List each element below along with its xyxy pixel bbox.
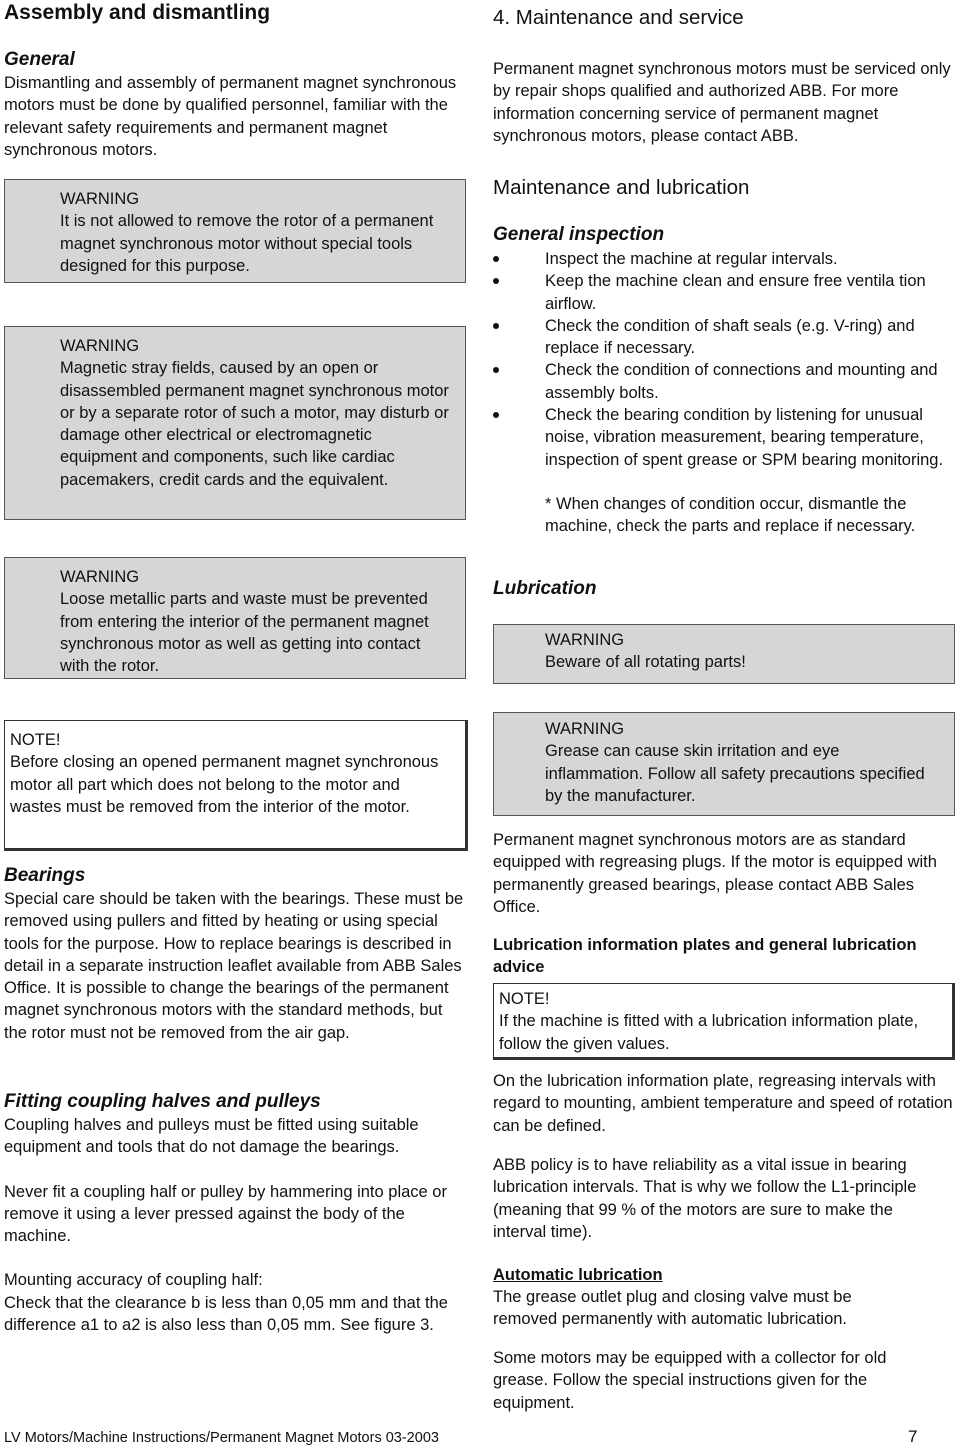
list-item: Inspect the machine at regular intervals. (493, 248, 953, 270)
regreasing-text: Permanent magnet synchronous motors are as standard equipped with regreasing plugs. If the motor is equipped with permanently greased bearings, please contact ABB Sales Office. (493, 831, 937, 916)
note-text: Before closing an opened permanent magnet synchronous motor all part which does not belong to the motor and wastes must be removed from the interior of the motor. (10, 753, 439, 816)
general-text: Dismantling and assembly of permanent magnet synchronous motors must be done by qualified personnel, familiar with the relevant safety requirements and permanent magnet synchronous motors. (4, 74, 457, 159)
coupling-text-3b: Check that the clearance b is less than 0,05 mm and that the difference a1 to a2 is also less than 0,05 mm. See figure 3. (4, 1293, 448, 1335)
note-label: NOTE! (10, 731, 61, 749)
maintenance-intro: Permanent magnet synchronous motors must be serviced only by repair shops qualified and authorized ABB. For more information concerning service of permanent magnet synchronous motors, please contact ABB. (493, 60, 951, 145)
warning-label: WARNING (60, 568, 140, 586)
bearings-text: Special care should be taken with the bearings. These must be removed using pullers and fitted by heating or using special tools for the purpose. How to replace bearings is described in detail in a separate instruction leaflet available from ABB Sales Office. It is possible to change the bearings of the permanent magnet synchronous motors with the standard methods, but the rotor must not be removed from the air gap. (4, 890, 464, 1042)
policy-text: ABB policy is to have reliability as a vital issue in bearing lubrication intervals. That is why we follow the L1-principle (meaning that 99 % of the motors are sure to make the interval time). (493, 1156, 917, 1241)
warning-box-grease (493, 712, 955, 816)
list-item: Keep the machine clean and ensure free ventila tion airflow. (493, 270, 953, 315)
warning-text: Beware of all rotating parts! (545, 653, 746, 672)
list-item: Check the bearing condition by listening for unusual noise, vibration measurement, bearing temperature, inspection of spent grease or SPM bearing monitoring. (493, 404, 953, 471)
warning-text: Magnetic stray fields, caused by an open or disassembled permanent magnet synchronous motor or by a separate rotor of such a motor, may disturb or damage other electrical or electromagnetic equipment and components, such like cardiac pacemakers, credit cards and the equivalent. (60, 359, 449, 489)
bullet-icon (493, 256, 499, 262)
general-heading: General (4, 49, 75, 70)
bearings-heading: Bearings (4, 865, 86, 886)
list-item: Check the condition of shaft seals (e.g. V-ring) and replace if necessary. (493, 315, 953, 360)
lubrication-plates-heading: Lubrication information plates and general lubrication advice (493, 936, 917, 977)
warning-box-rotor (4, 179, 466, 283)
inspection-note: * When changes of condition occur, dismantle the machine, check the parts and replace if necessary. (545, 495, 916, 536)
inspection-list (493, 248, 953, 471)
general-inspection-heading: General inspection (493, 224, 665, 245)
automatic-lubrication-heading: Automatic lubrication (493, 1266, 663, 1284)
note-box-lubrication (493, 983, 955, 1060)
warning-box-metallic (4, 557, 466, 679)
warning-text: Grease can cause skin irritation and eye inflammation. Follow all safety precautions specified by the manufacturer. (545, 742, 925, 805)
warning-label: WARNING (545, 720, 625, 738)
coupling-text-1: Coupling halves and pulleys must be fitted using suitable equipment and tools that do not damage the bearings. (4, 1116, 419, 1157)
coupling-text-2: Never fit a coupling half or pulley by hammering into place or remove it using a lever pressed against the body of the machine. (4, 1182, 447, 1246)
coupling-text-3a: Mounting accuracy of coupling half: (4, 1271, 263, 1290)
section-title: Assembly and dismantling (4, 1, 271, 24)
general-section (4, 48, 464, 161)
coupling-section (4, 1090, 459, 1336)
bullet-icon (493, 367, 499, 373)
plate-text: On the lubrication information plate, regreasing intervals with regard to mounting, ambient temperature and speed of rotation can be defined. (493, 1072, 953, 1135)
warning-text: Loose metallic parts and waste must be prevented from entering the interior of the permanent magnet synchronous motor as well as getting into contact with the rotor. (60, 590, 429, 676)
warning-box-magnetic (4, 326, 466, 520)
footer-document-ref: LV Motors/Machine Instructions/Permanent Magnet Motors 03-2003 (4, 1430, 439, 1446)
warning-label: WARNING (60, 337, 140, 355)
bullet-icon (493, 412, 499, 418)
warning-label: WARNING (545, 631, 625, 649)
bullet-icon (493, 323, 499, 329)
maintenance-title: 4. Maintenance and service (493, 6, 744, 29)
warning-label: WARNING (60, 190, 140, 208)
page-number: 7 (908, 1427, 918, 1446)
warning-box-rotating (493, 624, 955, 684)
note-label: NOTE! (499, 990, 550, 1008)
automatic-lubrication-text: The grease outlet plug and closing valve must be removed permanently with automatic lubrication. (493, 1288, 852, 1329)
coupling-heading: Fitting coupling halves and pulleys (4, 1091, 321, 1112)
bullet-icon (493, 278, 499, 284)
warning-text: It is not allowed to remove the rotor of a permanent magnet synchronous motor without special tools designed for this purpose. (60, 212, 434, 275)
bearings-section (4, 864, 464, 1044)
note-box-closing (4, 720, 468, 851)
note-text: If the machine is fitted with a lubrication information plate, follow the given values. (499, 1012, 919, 1053)
maintenance-lubrication-heading: Maintenance and lubrication (493, 176, 750, 199)
list-item: Check the condition of connections and mounting and assembly bolts. (493, 359, 953, 404)
lubrication-heading: Lubrication (493, 578, 597, 599)
collector-text: Some motors may be equipped with a collector for old grease. Follow the special instructions given for the equipment. (493, 1349, 887, 1412)
